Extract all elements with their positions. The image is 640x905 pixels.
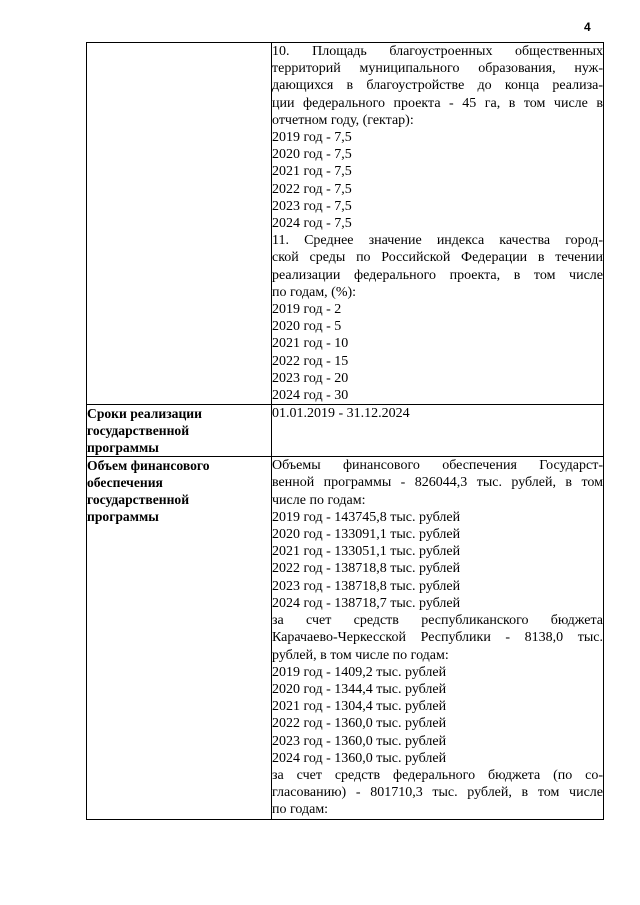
row-label-line: Объем финансового [87, 458, 210, 474]
funding-total-text [272, 457, 603, 509]
year-value-line: 2019 год - 143745,8 тыс. рублей [272, 509, 461, 525]
text-line: Карачаево-Черкесской Республики - 8138,0 тыс. [272, 630, 603, 646]
timeline-label [87, 405, 272, 457]
timeline-cell [272, 405, 604, 457]
year-value-line: 2023 год - 20 [272, 370, 349, 386]
text-line: реализации федерального проекта, в том числе [272, 267, 603, 283]
row-label-line: государственной [87, 423, 190, 439]
row-label-empty [87, 43, 272, 405]
table-row-indicators [87, 43, 604, 405]
indicator-10-text [272, 43, 603, 129]
row-label-line: программы [87, 509, 159, 525]
year-value-line: 2022 год - 7,5 [272, 181, 352, 197]
row-label-line: государственной [87, 492, 190, 508]
year-value-line: 2022 год - 15 [272, 353, 349, 369]
year-value-line: 2020 год - 5 [272, 319, 342, 335]
year-value-line: 2019 год - 2 [272, 302, 342, 318]
year-value-line: 2021 год - 7,5 [272, 164, 352, 180]
table-row-timeline [87, 405, 604, 457]
funding-label [87, 457, 272, 819]
text-line: за счет средств федерального бюджета (по со- [272, 767, 603, 783]
year-value-line: 2021 год - 133051,1 тыс. рублей [272, 544, 461, 560]
indicators-cell [272, 43, 604, 405]
page-number: 4 [584, 20, 591, 34]
text-line: ской среды по Российской Федерации в течении [272, 250, 603, 266]
text-line: 10. Площадь благоустроенных общественных [272, 44, 603, 59]
row-label-line: Сроки реализации [87, 406, 202, 422]
text-line: 11. Среднее значение индекса качества город- [272, 233, 603, 249]
year-value-line: 2020 год - 1344,4 тыс. рублей [272, 681, 447, 697]
indicator-10-years [272, 129, 603, 232]
year-value-line: 2023 год - 1360,0 тыс. рублей [272, 733, 447, 749]
indicator-11-years [272, 301, 603, 404]
year-value-line: 2024 год - 30 [272, 388, 349, 404]
year-value-line: 2023 год - 7,5 [272, 198, 352, 214]
text-line: рублей, в том числе по годам: [272, 647, 449, 663]
text-line: за счет средств республиканского бюджета [272, 613, 603, 629]
year-value-line: 2021 год - 1304,4 тыс. рублей [272, 699, 447, 715]
funding-federal-text [272, 767, 603, 819]
year-value-line: 2024 год - 7,5 [272, 216, 352, 232]
text-line: гласованию) - 801710,3 тыс. рублей, в том числе [272, 785, 603, 801]
text-line: Объемы финансового обеспечения Государст- [272, 458, 603, 474]
passport-table [86, 42, 604, 820]
year-value-line: 2024 год - 138718,7 тыс. рублей [272, 595, 461, 611]
text-line: дающихся в благоустройстве до конца реализа- [272, 78, 603, 94]
text-line: территорий муниципального образования, нуж- [272, 61, 603, 77]
year-value-line: 2019 год - 7,5 [272, 130, 352, 146]
funding-republic-text [272, 612, 603, 664]
funding-total-years [272, 509, 603, 612]
year-value-line: 2024 год - 1360,0 тыс. рублей [272, 750, 447, 766]
year-value-line: 2020 год - 7,5 [272, 147, 352, 163]
text-line: по годам, (%): [272, 284, 357, 300]
timeline-value: 01.01.2019 - 31.12.2024 [272, 406, 410, 422]
table-row-funding [87, 457, 604, 819]
year-value-line: 2019 год - 1409,2 тыс. рублей [272, 664, 447, 680]
row-label-line: программы [87, 440, 159, 456]
text-line: отчетном году, (гектар): [272, 112, 414, 128]
text-line: венной программы - 826044,3 тыс. рублей, в том [272, 475, 603, 491]
text-line: ции федерального проекта - 45 га, в том числе в [272, 95, 603, 111]
funding-cell [272, 457, 604, 819]
year-value-line: 2022 год - 138718,8 тыс. рублей [272, 561, 461, 577]
indicator-11-text [272, 232, 603, 301]
year-value-line: 2022 год - 1360,0 тыс. рублей [272, 716, 447, 732]
year-value-line: 2023 год - 138718,8 тыс. рублей [272, 578, 461, 594]
year-value-line: 2021 год - 10 [272, 336, 349, 352]
text-line: числе по годам: [272, 492, 366, 508]
year-value-line: 2020 год - 133091,1 тыс. рублей [272, 527, 461, 543]
text-line: по годам: [272, 802, 329, 818]
row-label-line: обеспечения [87, 475, 163, 491]
funding-republic-years [272, 664, 603, 767]
